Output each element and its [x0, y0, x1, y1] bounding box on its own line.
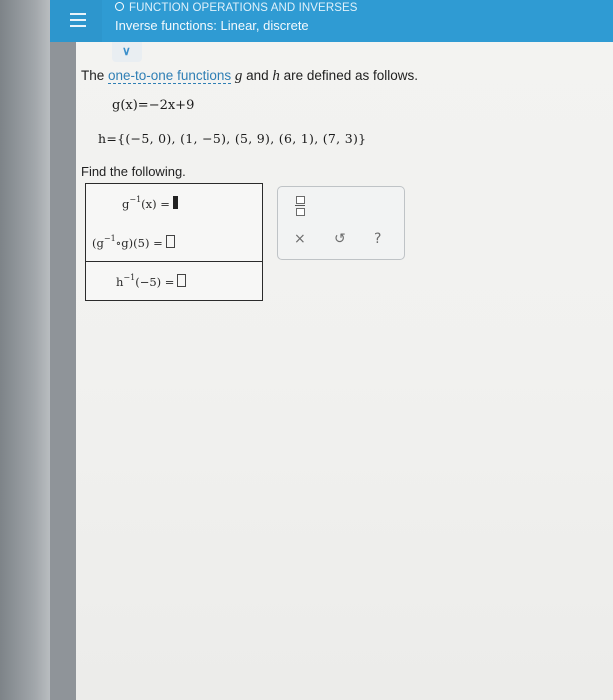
answer-input-h-inverse[interactable]: [177, 274, 186, 287]
one-to-one-link[interactable]: one-to-one functions: [108, 68, 232, 83]
expr-part: (g: [92, 236, 104, 250]
left-background: [0, 0, 50, 700]
expr-part: h: [116, 275, 124, 289]
var-h: h: [272, 68, 280, 84]
answer-table: [85, 183, 263, 301]
var-g: g: [234, 68, 243, 84]
topic-dot-icon: [115, 2, 124, 11]
collapse-tab[interactable]: [112, 42, 142, 62]
prompt-and: and: [242, 68, 273, 83]
prompt-end: are defined as follows.: [279, 68, 418, 83]
h-definition: h={(−5, 0), (1, −5), (5, 9), (6, 1), (7, 3)}: [98, 131, 367, 146]
clear-button[interactable]: ×: [294, 231, 306, 247]
expr-sup: −1: [103, 234, 116, 243]
fraction-icon[interactable]: [295, 196, 305, 216]
undo-button[interactable]: ↺: [334, 231, 346, 247]
find-label: Find the following.: [81, 164, 186, 179]
expr-part: g: [122, 197, 130, 211]
math-tool-panel: [277, 186, 405, 260]
answer-input-composition[interactable]: [166, 235, 175, 248]
prompt-text: The: [81, 68, 109, 83]
expr-sup: −1: [129, 195, 142, 204]
chevron-down-icon: ∨: [122, 44, 131, 58]
answer-row-composition: [86, 223, 262, 261]
topic-title: Inverse functions: Linear, discrete: [115, 18, 309, 33]
answer-input-g-inverse[interactable]: [173, 196, 178, 209]
expr-part: (x) =: [141, 197, 170, 211]
expr-sup: −1: [123, 273, 136, 282]
topic-category-label: FUNCTION OPERATIONS AND INVERSES: [129, 2, 358, 14]
hamburger-icon[interactable]: [50, 0, 102, 42]
g-definition: g(x)=−2x+9: [112, 98, 195, 113]
expr-part: ∘g)(5) =: [115, 236, 163, 250]
topic-category: [115, 2, 358, 14]
expr-part: (−5) =: [135, 275, 175, 289]
answer-row-h-inverse: [86, 261, 262, 300]
help-button[interactable]: ?: [374, 231, 382, 247]
answer-row-g-inverse: [86, 184, 262, 222]
question-prompt: [81, 68, 418, 85]
